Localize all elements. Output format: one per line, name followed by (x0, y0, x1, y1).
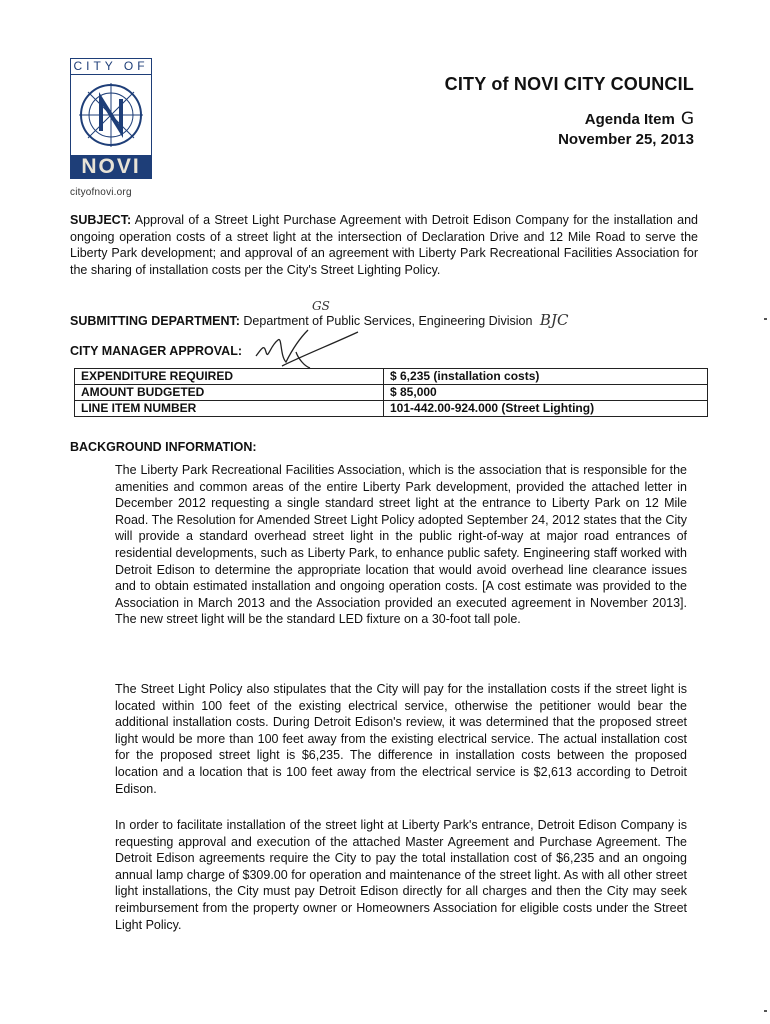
signature-icon (252, 326, 362, 372)
submitting-text: Department of Public Services, Engineering Division (243, 314, 533, 328)
document-header (445, 74, 694, 148)
initials-handwritten: BJC (539, 311, 569, 329)
agenda-letter: G (680, 109, 694, 129)
submitting-label: SUBMITTING DEPARTMENT: (70, 314, 240, 328)
scan-mark (764, 318, 767, 320)
initials-handwritten-over: GS (312, 299, 330, 313)
table-cell-value: 101-442.00-924.000 (Street Lighting) (384, 401, 708, 417)
city-manager-approval (70, 343, 242, 360)
subject-text: Approval of a Street Light Purchase Agreement with Detroit Edison Company for the installation and ongoing operation costs of a street light at the intersection of Declaration Drive and 12 Mile Road to serve the Liberty Park development; and approval of an agreement with Liberty Park Recreational Facilities Association for the sharing of installation costs per the City's Street Lighting Policy. (70, 213, 698, 277)
table-row (75, 401, 708, 417)
agenda-item (445, 109, 694, 129)
subject-label: SUBJECT: (70, 213, 132, 227)
table-cell-label: EXPENDITURE REQUIRED (75, 369, 384, 385)
city-manager-label: CITY MANAGER APPROVAL: (70, 344, 242, 358)
table-row (75, 369, 708, 385)
logo-top-text: CITY OF (70, 58, 152, 75)
meeting-date: November 25, 2013 (558, 131, 694, 148)
logo-emblem-icon (73, 77, 149, 153)
logo-url: cityofnovi.org (70, 187, 132, 198)
table-cell-label: LINE ITEM NUMBER (75, 401, 384, 417)
table-cell-value: $ 6,235 (installation costs) (384, 369, 708, 385)
table-cell-value: $ 85,000 (384, 385, 708, 401)
subject-block (70, 212, 698, 278)
council-title: CITY of NOVI CITY COUNCIL (444, 74, 694, 94)
logo-emblem (70, 75, 152, 155)
table-cell-label: AMOUNT BUDGETED (75, 385, 384, 401)
background-paragraph-1: The Liberty Park Recreational Facilities Association, which is the association that is responsible for the amenities and common areas of the entire Liberty Park development, provided the attached letter in December 2012 requesting a single standard street light at the entrance to Liberty Park on 12 Mile Road. The Resolution for Amended Street Light Policy adopted September 24, 2012 states that the City will provide a standard overhead street light in the public right-of-way at major road entrances of residential developments, such as Liberty Park, to enhance public safety. Engineering staff worked with Detroit Edison to determine the appropriate location that would avoid overhead line clearance issues and to obtain estimated installation and ongoing operation costs. [A cost estimate was provided to the Association in March 2013 and the Association provided an executed agreement in November 2013]. The new street light will be the standard LED fixture on a 30-foot tall pole. (115, 463, 687, 627)
logo-bottom-text: NOVI (70, 155, 152, 179)
city-logo (70, 58, 152, 198)
agenda-label: Agenda Item (584, 111, 675, 128)
background-paragraph-2: The Street Light Policy also stipulates that the City will pay for the installation costs if the street light is located within 100 feet of the existing electrical service, otherwise the petitioner would bear the additional installation costs. During Detroit Edison's review, it was determined that the proposed street light would be more than 100 feet away from the existing electrical service. The actual installation cost for the proposed street light is $6,235. The difference in installation costs between the proposed location and a location that is 100 feet away from the electrical service is $2,613 according to Detroit Edison. (115, 682, 687, 796)
submitting-department (70, 299, 710, 330)
background-paragraph-3: In order to facilitate installation of the street light at Liberty Park's entrance, Detroit Edison Company is requesting approval and execution of the attached Master Agreement and Purchase Agreement. The Detroit Edison agreements require the City to pay the total installation cost of $6,235 and an ongoing annual lamp charge of $309.00 for operation and maintenance of the street light. As with all other street light installations, the City must pay Detroit Edison directly for all charges and then the City may seek reimbursement from the property owner or Homeowners Association for eligible costs under the Street Light Policy. (115, 818, 687, 932)
background-heading: BACKGROUND INFORMATION: (70, 440, 257, 454)
scan-mark (764, 1010, 767, 1012)
expenditure-table (74, 368, 708, 417)
table-row (75, 385, 708, 401)
